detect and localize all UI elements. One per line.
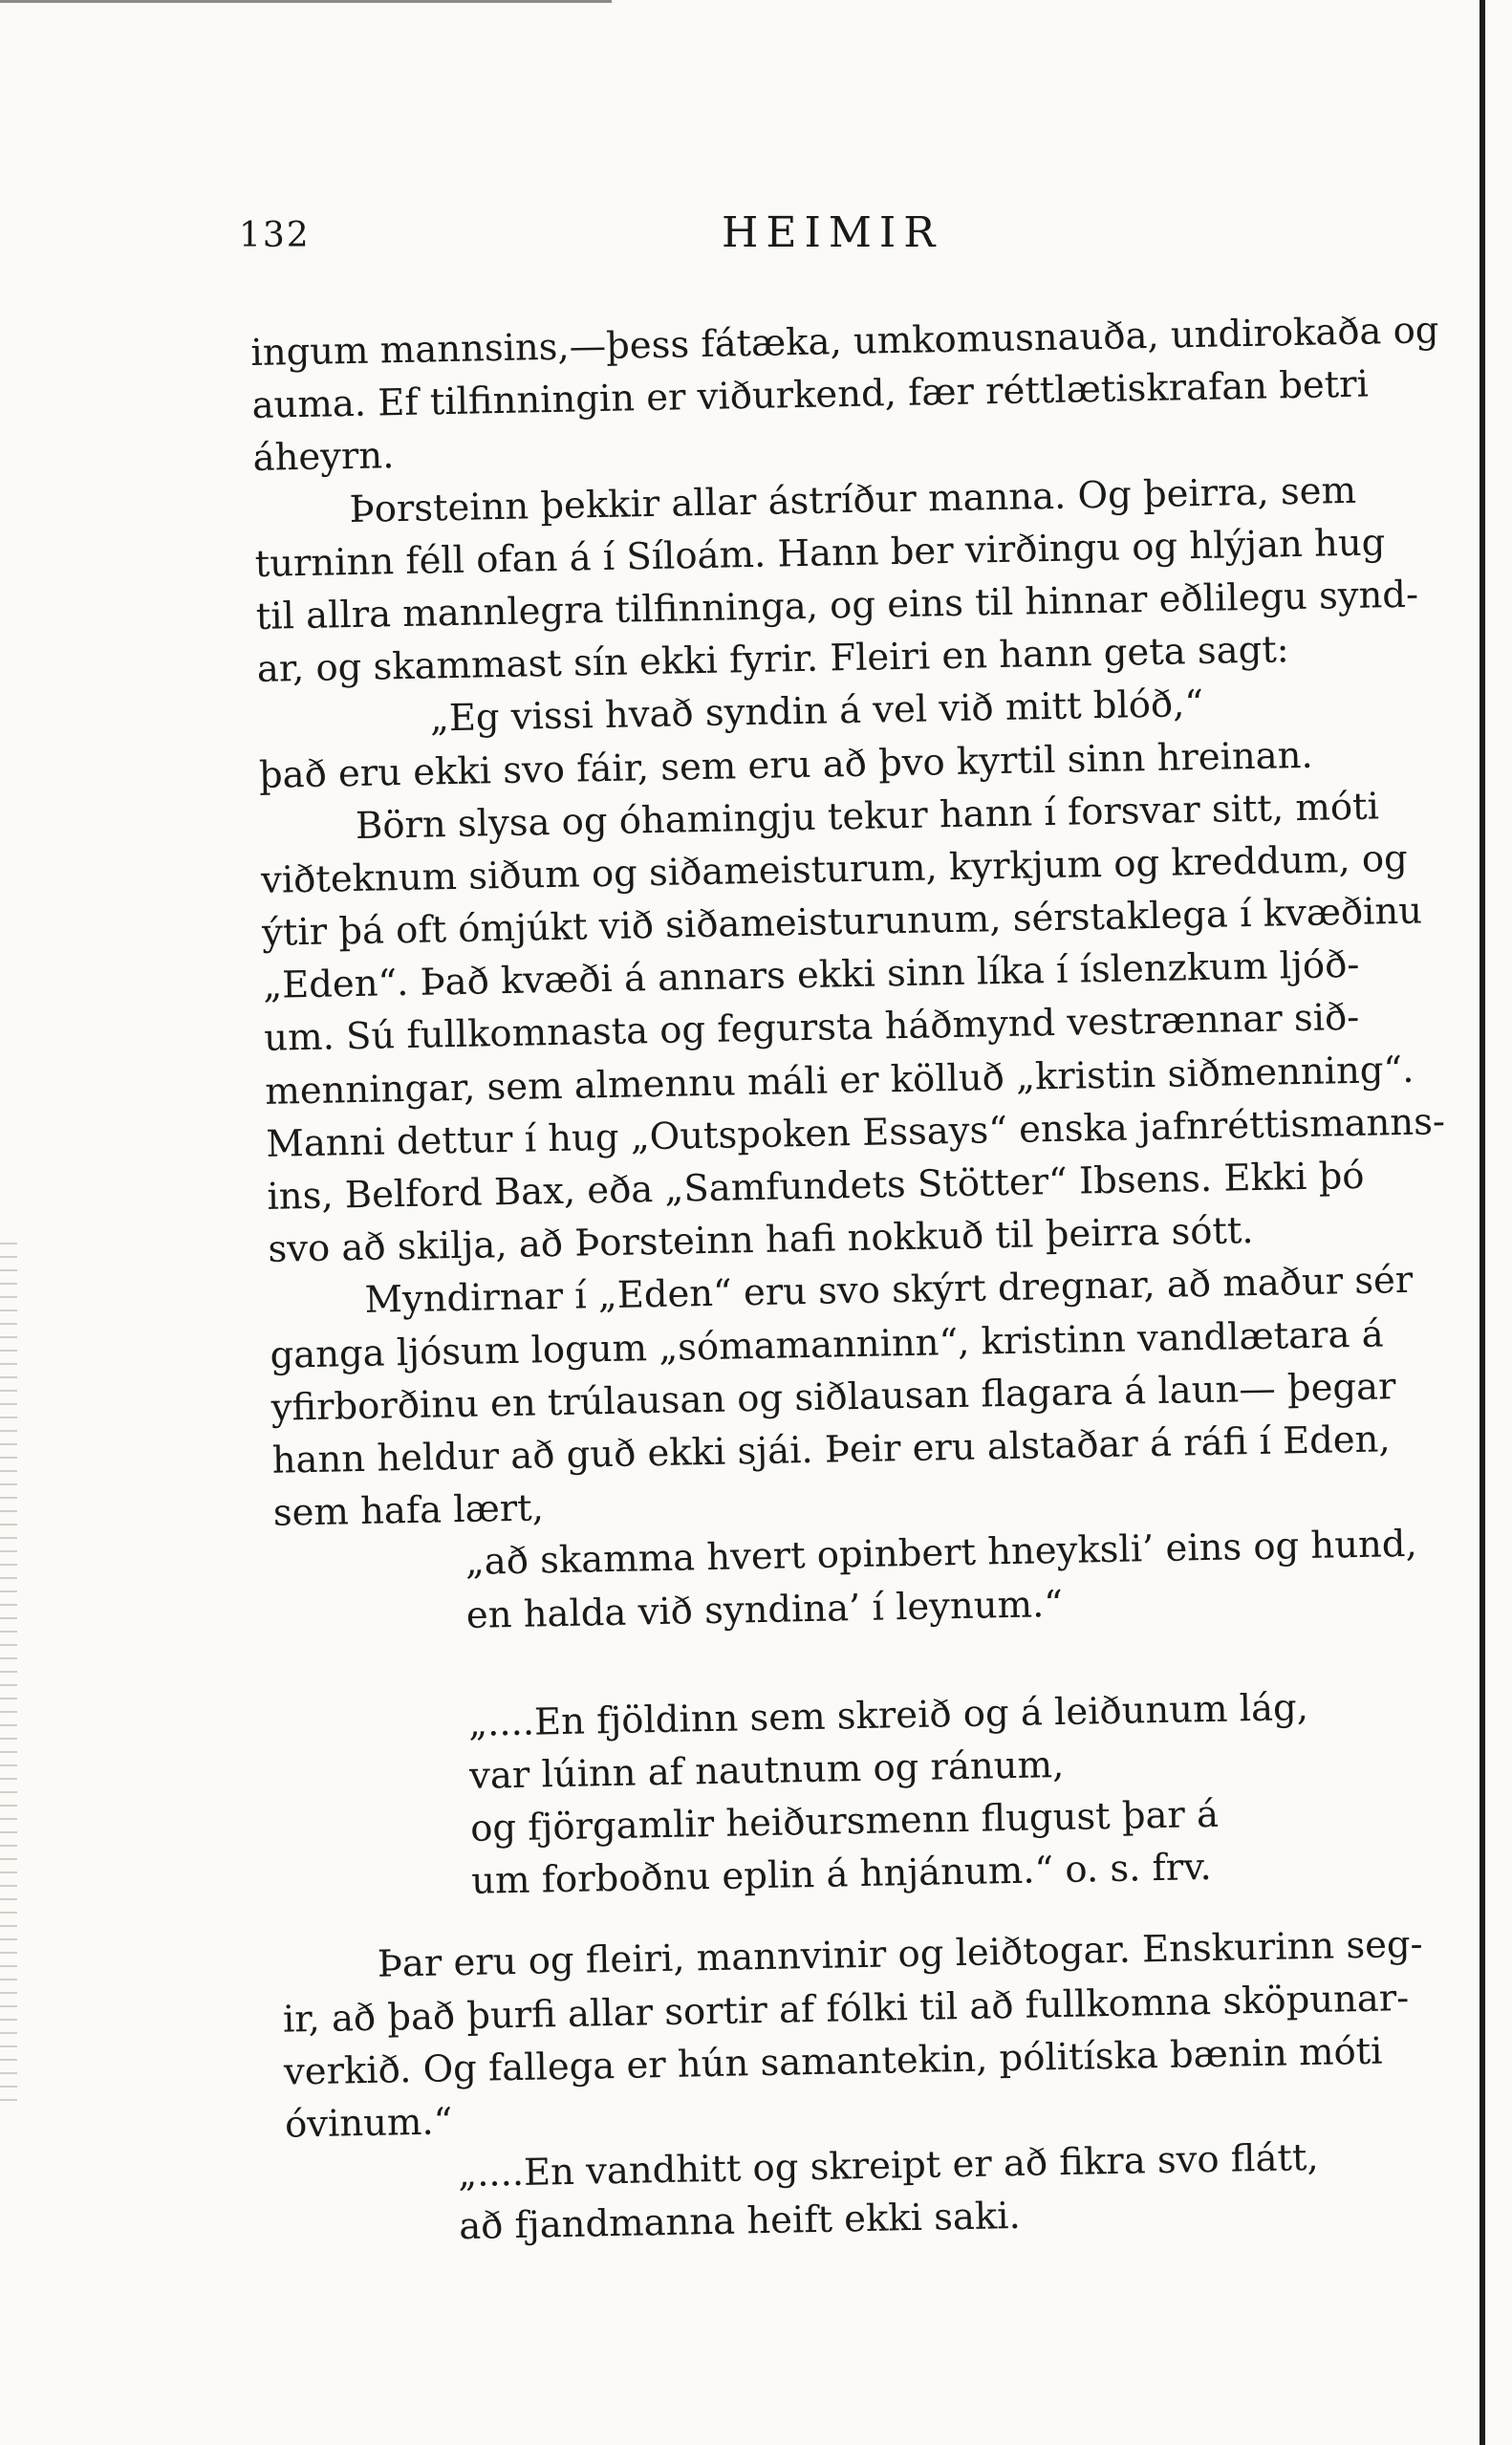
text-line: ganga ljósum logum „sómamanninn“, kristinn vandlætara á <box>270 1312 1385 1377</box>
text-line: „Eden“. Það kvæði á annars ekki sinn líka í íslenzkum ljóð- <box>262 943 1360 1008</box>
quoted-verse: „....En fjöldinn sem skreið og á leiðunum lág, <box>467 1685 1309 1745</box>
text-line: ins, Belford Bax, eða „Samfundets Stötter“ Ibsens. Ekki þó <box>267 1154 1365 1219</box>
quoted-verse: „að skamma hvert opinbert hneyksli’ eins og hund, <box>464 1523 1418 1585</box>
quoted-verse: um forboðnu eplin á hnjánum.“ o. s. frv. <box>470 1846 1213 1904</box>
quoted-verse: „Eg vissi hvað syndin á vel við mitt blóð,“ <box>429 682 1204 741</box>
paragraph-start: Börn slysa og óhamingju tekur hann í forsvar sitt, móti <box>355 785 1380 848</box>
text-line: auma. Ef tilfinningin er viðurkend, fær réttlætiskrafan betri <box>251 362 1370 428</box>
quoted-verse: „....En vandhitt og skreipt er að fikra svo flátt, <box>457 2136 1320 2196</box>
paragraph-start: Þorsteinn þekkir allar ástríður manna. Og þeirra, sem <box>349 468 1357 531</box>
text-line: ir, að það þurfi allar sortir af fólki til að fullkomna sköpunar- <box>282 1976 1410 2042</box>
text-line: ar, og skammast sín ekki fyrir. Fleiri en hann geta sagt: <box>256 628 1290 692</box>
paragraph-start: Þar eru og fleiri, mannvinir og leiðtogar. Enskurinn seg- <box>377 1923 1423 1987</box>
text-line: Manni dettur í hug „Outspoken Essays“ enska jafnréttismanns- <box>265 1099 1446 1166</box>
text-line: áheyrn. <box>252 434 395 481</box>
page-header <box>239 208 1443 266</box>
text-line: turninn féll ofan á í Síloám. Hann ber virðingu og hlýjan hug <box>254 521 1386 586</box>
paragraph-start: Myndirnar í „Eden“ eru svo skýrt dregnar, að maður sér <box>364 1259 1414 1323</box>
text-line: hann heldur að guð ekki sjái. Þeir eru alstaðar á ráfi í Eden, <box>271 1417 1392 1482</box>
text-line: yfirborðinu en trúlausan og siðlausan flagara á laun— þegar <box>270 1364 1396 1430</box>
page-top-edge <box>0 0 612 3</box>
text-line: viðteknum siðum og siðameisturum, kyrkjum og kreddum, og <box>260 836 1409 902</box>
body-text <box>250 304 1473 2257</box>
quoted-verse: var lúinn af nautnum og ránum, <box>468 1742 1065 1798</box>
page-margin-speckle <box>0 1243 17 2103</box>
text-line: ýtir þá oft ómjúkt við siðameisturunum, sérstaklega í kvæðinu <box>261 889 1423 955</box>
text-line: til allra mannlegra tilfinninga, og eins til hinnar eðlilegu synd- <box>255 573 1419 638</box>
text-line: um. Sú fullkomnasta og fegursta háðmynd vestrænnar sið- <box>263 996 1360 1061</box>
page-number: 132 <box>239 216 311 255</box>
text-line: óvinum.“ <box>284 2100 453 2147</box>
text-line: ingum mannsins,—þess fátæka, umkomusnauða, undirokaða og <box>250 309 1439 375</box>
text-line: svo að skilja, að Þorsteinn hafi nokkuð til þeirra sótt. <box>268 1209 1254 1272</box>
quoted-verse: og fjörgamlir heiðursmenn flugust þar á <box>469 1792 1220 1850</box>
page-binding-edge <box>1480 0 1485 2445</box>
text-line: sem hafa lært, <box>272 1486 545 1535</box>
text-line: það eru ekki svo fáir, sem eru að þvo kyrtil sinn hreinan. <box>258 733 1314 797</box>
quoted-verse: að fjandmanna heift ekki saki. <box>458 2195 1022 2249</box>
quoted-verse: en halda við syndina’ í leynum.“ <box>465 1582 1064 1637</box>
running-title: HEIMIR <box>722 208 943 257</box>
text-line: menningar, sem almennu máli er kölluð „kristin siðmenning“. <box>264 1048 1415 1114</box>
text-line: verkið. Og fallega er hún samantekin, pólitíska bænin móti <box>283 2029 1383 2094</box>
